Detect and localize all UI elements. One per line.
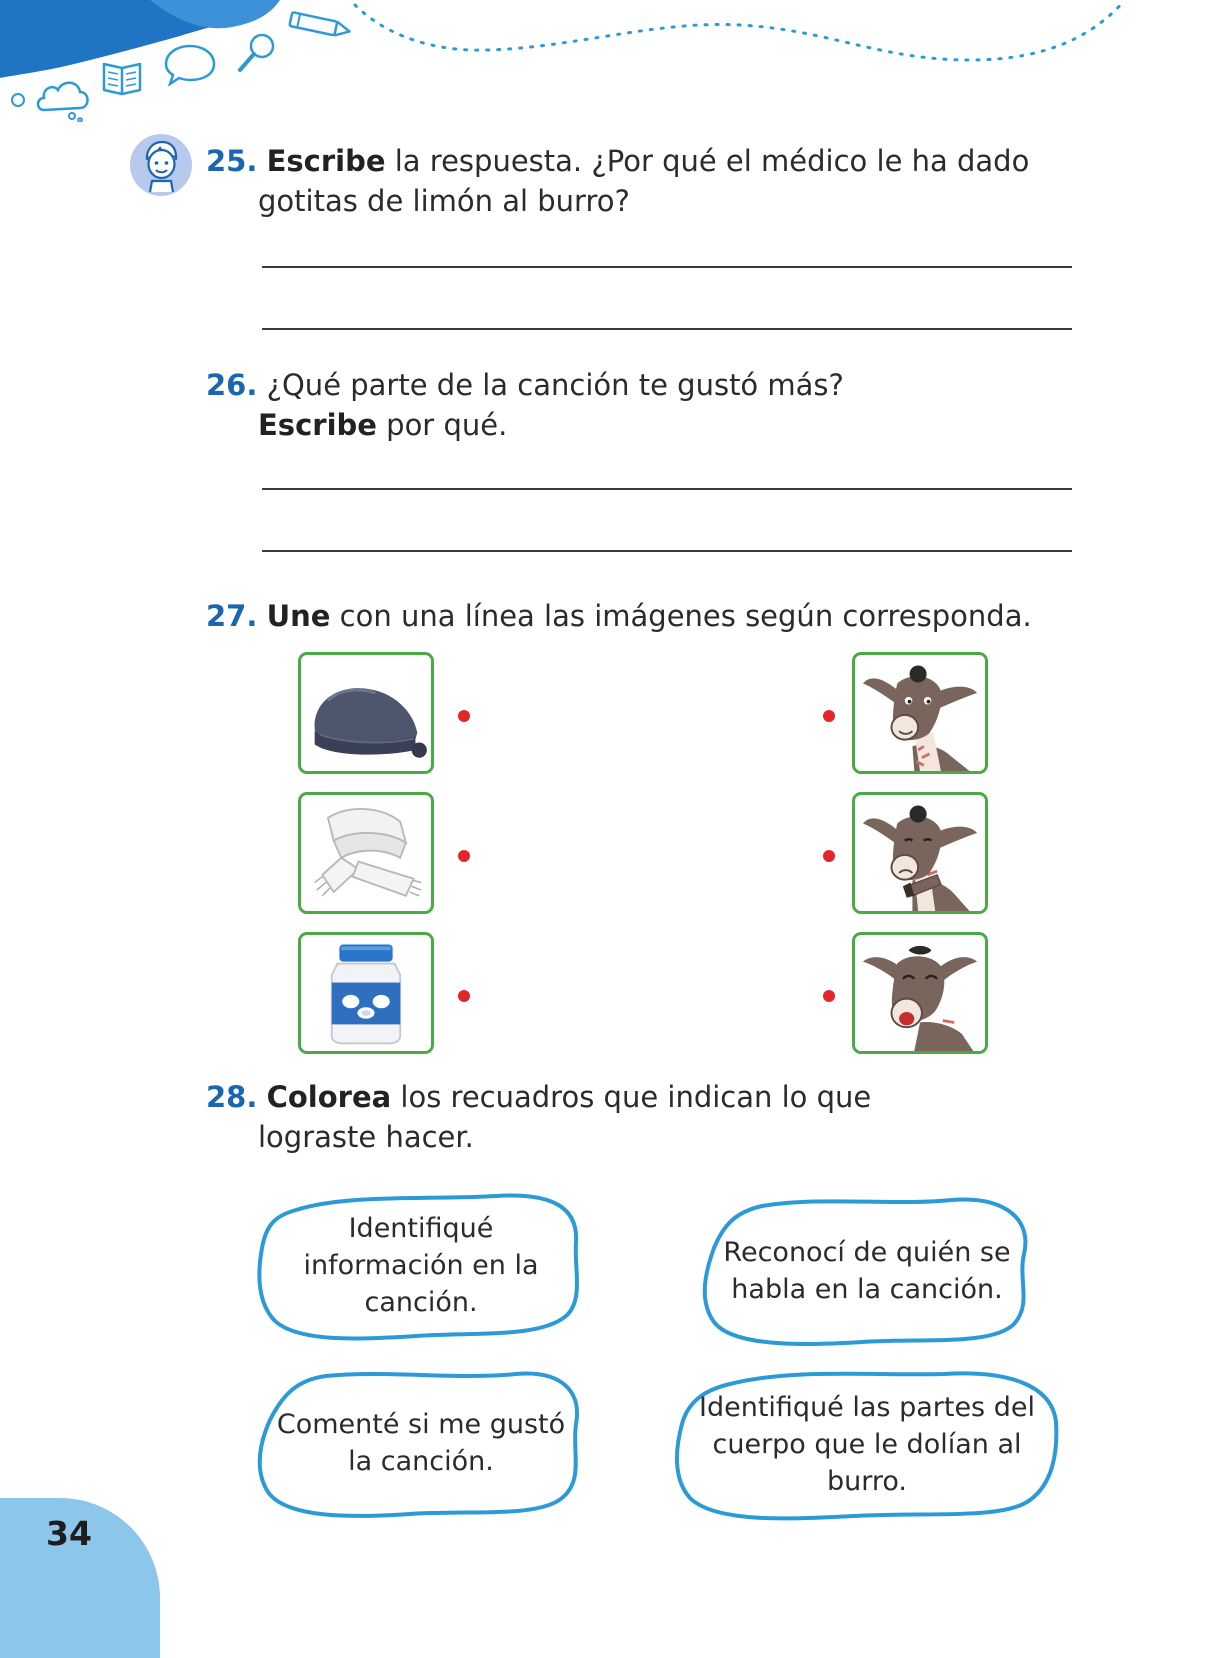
question-text: con una línea las imágenes según corresponda. [330, 599, 1032, 633]
match-dot-right[interactable] [823, 990, 835, 1002]
question-28 [206, 1077, 1086, 1157]
hat-image [298, 652, 434, 774]
question-number: 28. [206, 1080, 258, 1114]
self-assessment-text: Identifiqué información en la canción. [303, 1212, 539, 1318]
question-text: la respuesta. ¿Por qué el médico le ha dado [385, 144, 1030, 178]
question-text: gotitas de limón al burro? [258, 184, 630, 218]
answer-line[interactable] [262, 550, 1072, 552]
donkey-open-mouth-image [852, 932, 988, 1054]
match-dot-left[interactable] [458, 710, 470, 722]
student-avatar-icon [130, 134, 192, 196]
book-icon [100, 56, 146, 102]
donkey-sore-throat-image [852, 652, 988, 774]
speech-bubble-icon [164, 42, 218, 90]
instruction-verb: Une [266, 599, 331, 633]
donkey-hoof-pain-image [852, 792, 988, 914]
question-text: por qué. [376, 408, 508, 442]
question-26 [206, 365, 1086, 445]
answer-line[interactable] [262, 488, 1072, 490]
question-text: ¿Qué parte de la canción te gustó más? [266, 368, 844, 402]
self-assessment-box[interactable] [674, 1366, 1060, 1522]
circle-icon [10, 92, 26, 112]
hat-icon [301, 655, 431, 771]
self-assessment-box[interactable] [702, 1196, 1032, 1346]
medicine-bottle-image [298, 932, 434, 1054]
question-25 [206, 141, 1086, 221]
question-number: 27. [206, 599, 258, 633]
medicine-bottle-icon [301, 935, 431, 1051]
self-assessment-text: Comenté si me gustó la canción. [276, 1409, 566, 1477]
scarf-image [298, 792, 434, 914]
match-dot-left[interactable] [458, 850, 470, 862]
self-assessment-text: Reconocí de quién se habla en la canción. [723, 1237, 1011, 1305]
pencil-icon [284, 8, 354, 48]
magnifier-icon [234, 30, 280, 80]
match-dot-left[interactable] [458, 990, 470, 1002]
answer-line[interactable] [262, 266, 1072, 268]
thought-cloud-icon [36, 74, 92, 126]
match-dot-right[interactable] [823, 710, 835, 722]
page-number: 34 [46, 1514, 92, 1553]
self-assessment-text: Identifiqué las partes del cuerpo que le dolían al burro. [699, 1391, 1035, 1497]
question-text: lograste hacer. [258, 1120, 474, 1154]
donkey-icon [855, 795, 985, 911]
donkey-icon [855, 655, 985, 771]
instruction-verb: Escribe [266, 144, 386, 178]
match-dot-right[interactable] [823, 850, 835, 862]
question-text: los recuadros que indican lo que [391, 1080, 872, 1114]
question-27 [206, 596, 1106, 636]
answer-line[interactable] [262, 328, 1072, 330]
question-number: 26. [206, 368, 258, 402]
instruction-verb: Escribe [258, 408, 377, 442]
scarf-icon [301, 795, 431, 911]
self-assessment-box[interactable] [256, 1190, 586, 1340]
question-number: 25. [206, 144, 258, 178]
donkey-icon [855, 935, 985, 1051]
instruction-verb: Colorea [266, 1080, 392, 1114]
self-assessment-box[interactable] [256, 1368, 586, 1518]
